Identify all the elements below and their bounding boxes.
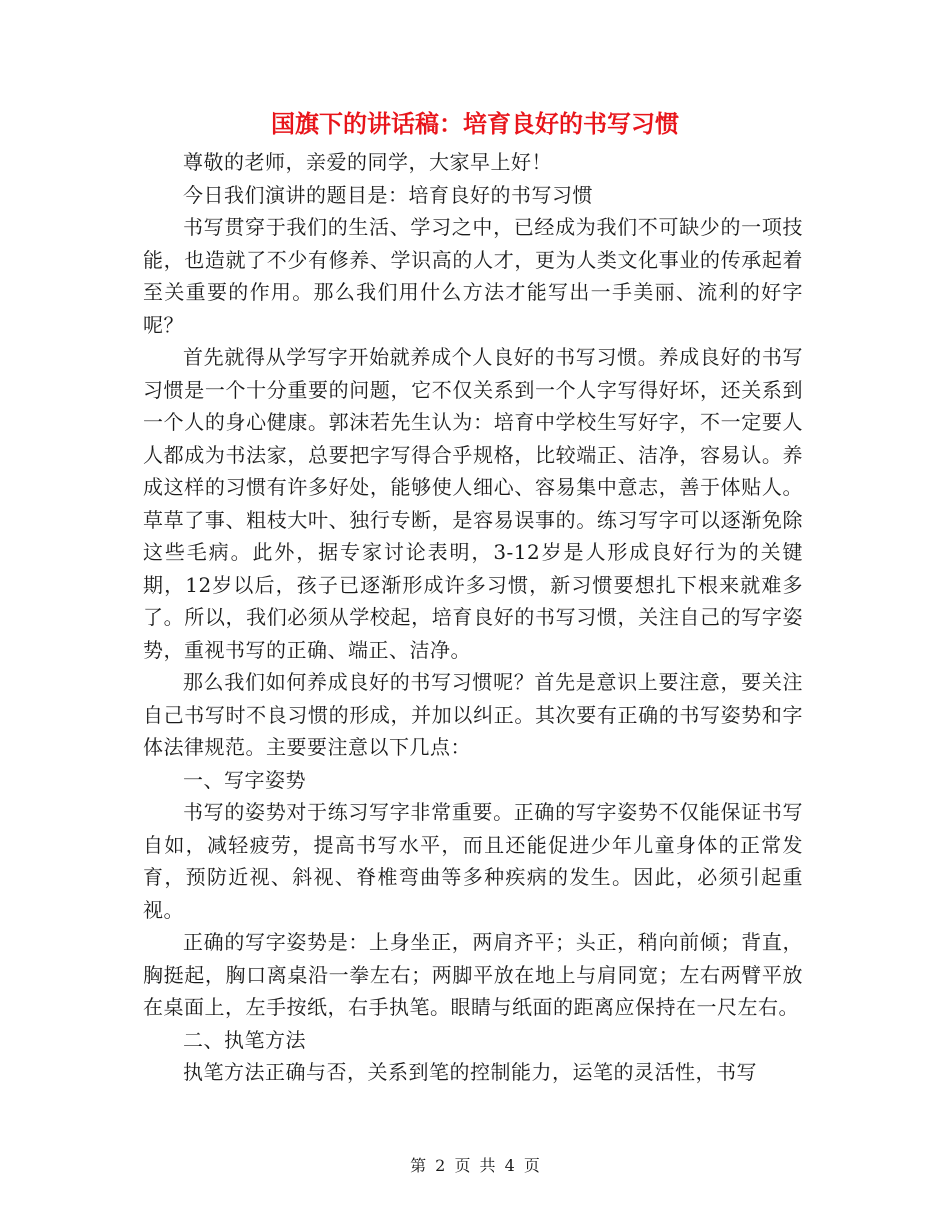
paragraph-intro: 书写贯穿于我们的生活、学习之中，已经成为我们不可缺少的一项技能，也造就了不少有修养、学识高的人才，更为人类文化事业的传承起着至关重要的作用。那么我们用什么方法才能写出一手美丽、流利的好字呢？ (143, 215, 803, 337)
page-footer: 第 2 页 共 4 页 (410, 1156, 540, 1175)
document-body (143, 146, 803, 1089)
paragraph-pen-grip: 执笔方法正确与否，关系到笔的控制能力，运笔的灵活性，书写 (183, 1060, 757, 1084)
paragraph-correct-posture: 正确的写字姿势是：上身坐正，两肩齐平；头正，稍向前倾；背直，胸挺起，胸口离桌沿一拳左右；两脚平放在地上与肩同宽；左右两臂平放在桌面上，左手按纸，右手执笔。眼睛与纸面的距离应保持在一尺左右。 (143, 930, 803, 1019)
document-title: 国旗下的讲话稿：培育良好的书写习惯 (271, 109, 679, 138)
section-heading-pen-grip: 二、执笔方法 (183, 1027, 306, 1052)
section-heading-posture: 一、写字姿势 (183, 767, 306, 792)
paragraph-topic: 今日我们演讲的题目是：培育良好的书写习惯 (183, 182, 593, 207)
paragraph-habit-importance: 首先就得从学写字开始就养成个人良好的书写习惯。养成良好的书写习惯是一个十分重要的问题，它不仅关系到一个人字写得好坏，还关系到一个人的身心健康。郭沫若先生认为：培育中学校生写好字，不一定要人人都成为书法家，总要把字写得合乎规格，比较端正、洁净，容易认。养成这样的习惯有许多好处，能够使人细心、容易集中意志，善于体贴人。草草了事、粗枝大叶、独行专断，是容易误事的。练习写字可以逐渐免除这些毛病。此外，据专家讨论表明，3-12岁是人形成良好行为的关键期，12岁以后，孩子已逐渐形成许多习惯，新习惯要想扎下根来就难多了。所以，我们必须从学校起，培育良好的书写习惯，关注自己的写字姿势，重视书写的正确、端正、洁净。 (143, 345, 803, 662)
paragraph-greeting: 尊敬的老师，亲爱的同学，大家早上好！ (183, 150, 552, 174)
paragraph-how-to: 那么我们如何养成良好的书写习惯呢？首先是意识上要注意，要关注自己书写时不良习惯的形成，并加以纠正。其次要有正确的书写姿势和字体法律规范。主要要注意以下几点： (143, 670, 803, 759)
paragraph-posture-importance: 书写的姿势对于练习写字非常重要。正确的写字姿势不仅能保证书写自如，减轻疲劳，提高书写水平，而且还能促进少年儿童身体的正常发育，预防近视、斜视、脊椎弯曲等多种疾病的发生。因此，必须引起重视。 (143, 800, 803, 922)
